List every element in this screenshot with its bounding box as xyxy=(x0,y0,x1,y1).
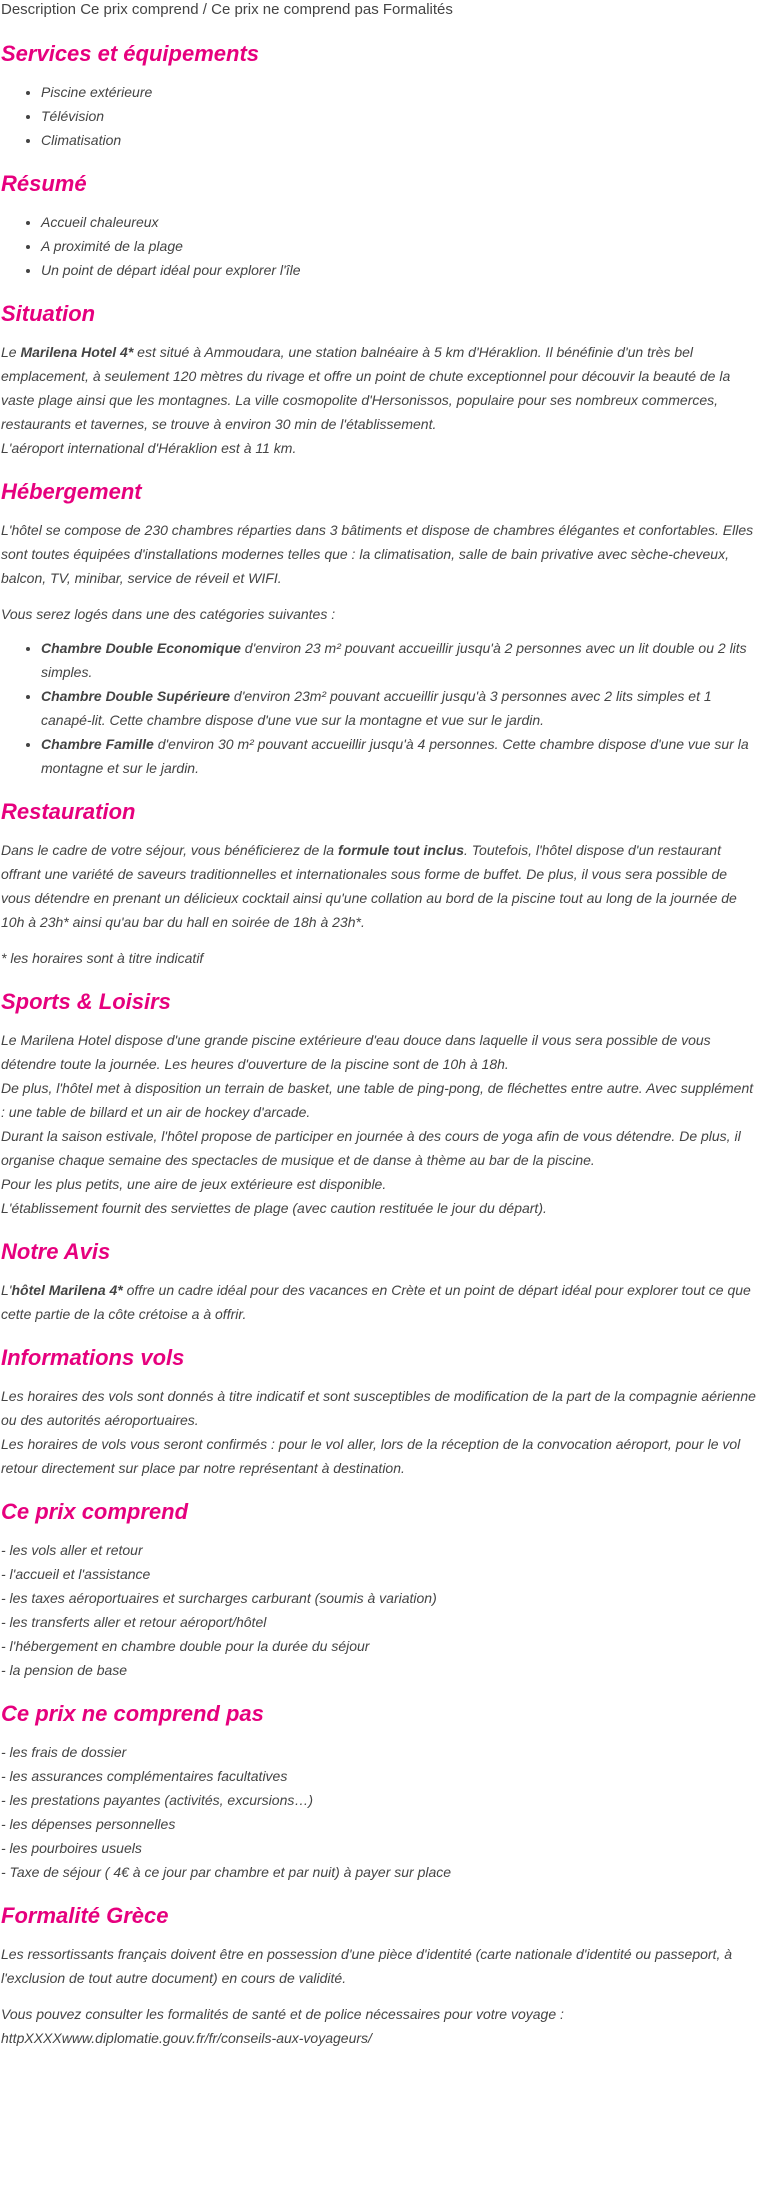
tab-separator: / xyxy=(202,1,207,18)
vols-text: Les horaires des vols sont donnés à titre indicatif et sont susceptibles de modification de la part de la compagnie aérienne ou des autorités aéroportuaires. Les horaires de vols vous seront confirmés : pour le vol aller, lors de la réception de la convocation aéroport, pour le vol retour directement sur place par notre représentant à destination. xyxy=(1,1388,756,1476)
vols-title: Informations vols xyxy=(1,1345,185,1370)
list-item: • Accueil chaleureux xyxy=(41,210,757,234)
restauration-title: Restauration xyxy=(1,799,136,824)
list-item: • A proximité de la plage xyxy=(41,234,757,258)
situation-title: Situation xyxy=(1,301,96,326)
formalite-title: Formalité Grèce xyxy=(1,1903,169,1928)
tab-description[interactable]: Description xyxy=(1,1,77,18)
hebergement-text: L'hôtel se compose de 230 chambres réparties dans 3 bâtiments et dispose de chambres élégantes et confortables. Elles sont toutes équipées d'installations modernes telles que : la climatisation, salle de bain privative avec sèche-cheveux, balcon, TV, minibar, service de réveil et WIFI. xyxy=(1,522,754,586)
formalite-text: Les ressortissants français doivent être en possession d'une pièce d'identité (carte nationale d'identité ou passeport, à l'exclusion de tout autre document) en cours de validité. xyxy=(1,1946,733,1986)
list-item: • Climatisation xyxy=(41,128,757,152)
diplomatie-link[interactable]: httpXXXXwww.diplomatie.gouv.fr/fr/conseils-aux-voyageurs/ xyxy=(1,2030,372,2046)
prix-comprend-title: Ce prix comprend xyxy=(1,1499,189,1524)
services-title: Services et équipements xyxy=(1,41,260,66)
prix-comprend-list: - les vols aller et retour - l'accueil et l'assistance - les taxes aéroportuaires et surcharges carburant (soumis à variation) - les transferts aller et retour aéroport/hôtel - l'hébergement en chambre double pour la durée du séjour - la pension de base xyxy=(1,1542,437,1678)
sports-title: Sports & Loisirs xyxy=(1,989,171,1014)
formalite-consult: Vous pouvez consulter les formalités de santé et de police nécessaires pour votre voyage : httpXXXXwww.diplomatie.gouv.fr/fr/conseils-aux-voyageurs/ xyxy=(1,2002,757,2050)
services-list xyxy=(1,80,757,152)
room-item: • Chambre Double Economique d'environ 23 m² pouvant accueillir jusqu'à 2 personnes avec un lit double ou 2 lits simples. xyxy=(41,636,757,684)
rooms-list xyxy=(1,636,757,780)
resume-title: Résumé xyxy=(1,171,87,196)
room-item: • Chambre Famille d'environ 30 m² pouvant accueillir jusqu'à 4 personnes. Cette chambre dispose d'une vue sur la montagne et sur le jardin. xyxy=(41,732,757,780)
hebergement-categories-intro: Vous serez logés dans une des catégories suivantes : xyxy=(1,606,336,622)
tab-prix-comprend[interactable]: Ce prix comprend xyxy=(80,1,199,18)
restauration-text: Dans le cadre de votre séjour, vous bénéficierez de la formule tout inclus. Toutefois, l'hôtel dispose d'un restaurant offrant une variété de saveurs traditionnelles et internationales sous forme de buffet. De plus, il vous sera possible de vous détendre en prenant un délicieux cocktail ainsi qu'une collation au bord de la piscine tout au long de la journée de 10h à 23h* ainsi qu'au bar du hall en soirée de 18h à 23h*. xyxy=(1,842,737,930)
airport-distance: L'aéroport international d'Héraklion est à 11 km. xyxy=(1,440,297,456)
list-item: • Télévision xyxy=(41,104,757,128)
list-item: • Un point de départ idéal pour explorer l'île xyxy=(41,258,757,282)
avis-title: Notre Avis xyxy=(1,1239,111,1264)
avis-text: L'hôtel Marilena 4* offre un cadre idéal pour des vacances en Crète et un point de départ idéal pour explorer tout ce que cette partie de la côte crétoise a à offrir. xyxy=(1,1282,751,1322)
prix-ne-comprend-pas-list: - les frais de dossier - les assurances complémentaires facultatives - les prestations payantes (activités, excursions…) - les dépenses personnelles - les pourboires usuels - Taxe de séjour ( 4€ à ce jour par chambre et par nuit) à payer sur place xyxy=(1,1744,452,1880)
hotel-name: Marilena Hotel 4* xyxy=(20,344,134,360)
list-item: • Piscine extérieure xyxy=(41,80,757,104)
tab-prix-ne-comprend-pas[interactable]: Ce prix ne comprend pas xyxy=(211,1,379,18)
situation-text: Le Marilena Hotel 4* est situé à Ammoudara, une station balnéaire à 5 km d'Héraklion. Il bénéfinie d'un très bel emplacement, à seulement 120 mètres du rivage et offre un point de chute exceptionnel pour découvir la beauté de la vaste plage ainsi que les montagnes. La ville cosmopolite d'Hersonissos, populaire pour ses nombreux commerces, restaurants et tavernes, se trouve à environ 30 min de l'établissement. L'aéroport international d'Héraklion est à 11 km. xyxy=(1,340,757,460)
restauration-note: * les horaires sont à titre indicatif xyxy=(1,950,204,966)
tab-nav xyxy=(1,0,757,22)
hebergement-title: Hébergement xyxy=(1,479,142,504)
resume-list xyxy=(1,210,757,282)
sports-text: Le Marilena Hotel dispose d'une grande piscine extérieure d'eau douce dans laquelle il vous sera possible de vous détendre toute la journée. Les heures d'ouverture de la piscine sont de 10h à 18h. De plus, l'hôtel met à disposition un terrain de basket, une table de ping-pong, de fléchettes entre autre. Avec supplément : une table de billard et un air de hockey d'arcade. Durant la saison estivale, l'hôtel propose de participer en journée à des cours de yoga afin de vous détendre. De plus, il organise chaque semaine des spectacles de musique et de danse à thème au bar de la piscine. Pour les plus petits, une aire de jeux extérieure est disponible. L'établissement fournit des serviettes de plage (avec caution restituée le jour du départ). xyxy=(1,1032,754,1216)
room-item: • Chambre Double Supérieure d'environ 23m² pouvant accueillir jusqu'à 3 personnes avec 2 lits simples et 1 canapé-lit. Cette chambre dispose d'une vue sur la montagne et vue sur le jardin. xyxy=(41,684,757,732)
prix-ne-comprend-pas-title: Ce prix ne comprend pas xyxy=(1,1701,264,1726)
tab-formalites[interactable]: Formalités xyxy=(382,1,453,18)
